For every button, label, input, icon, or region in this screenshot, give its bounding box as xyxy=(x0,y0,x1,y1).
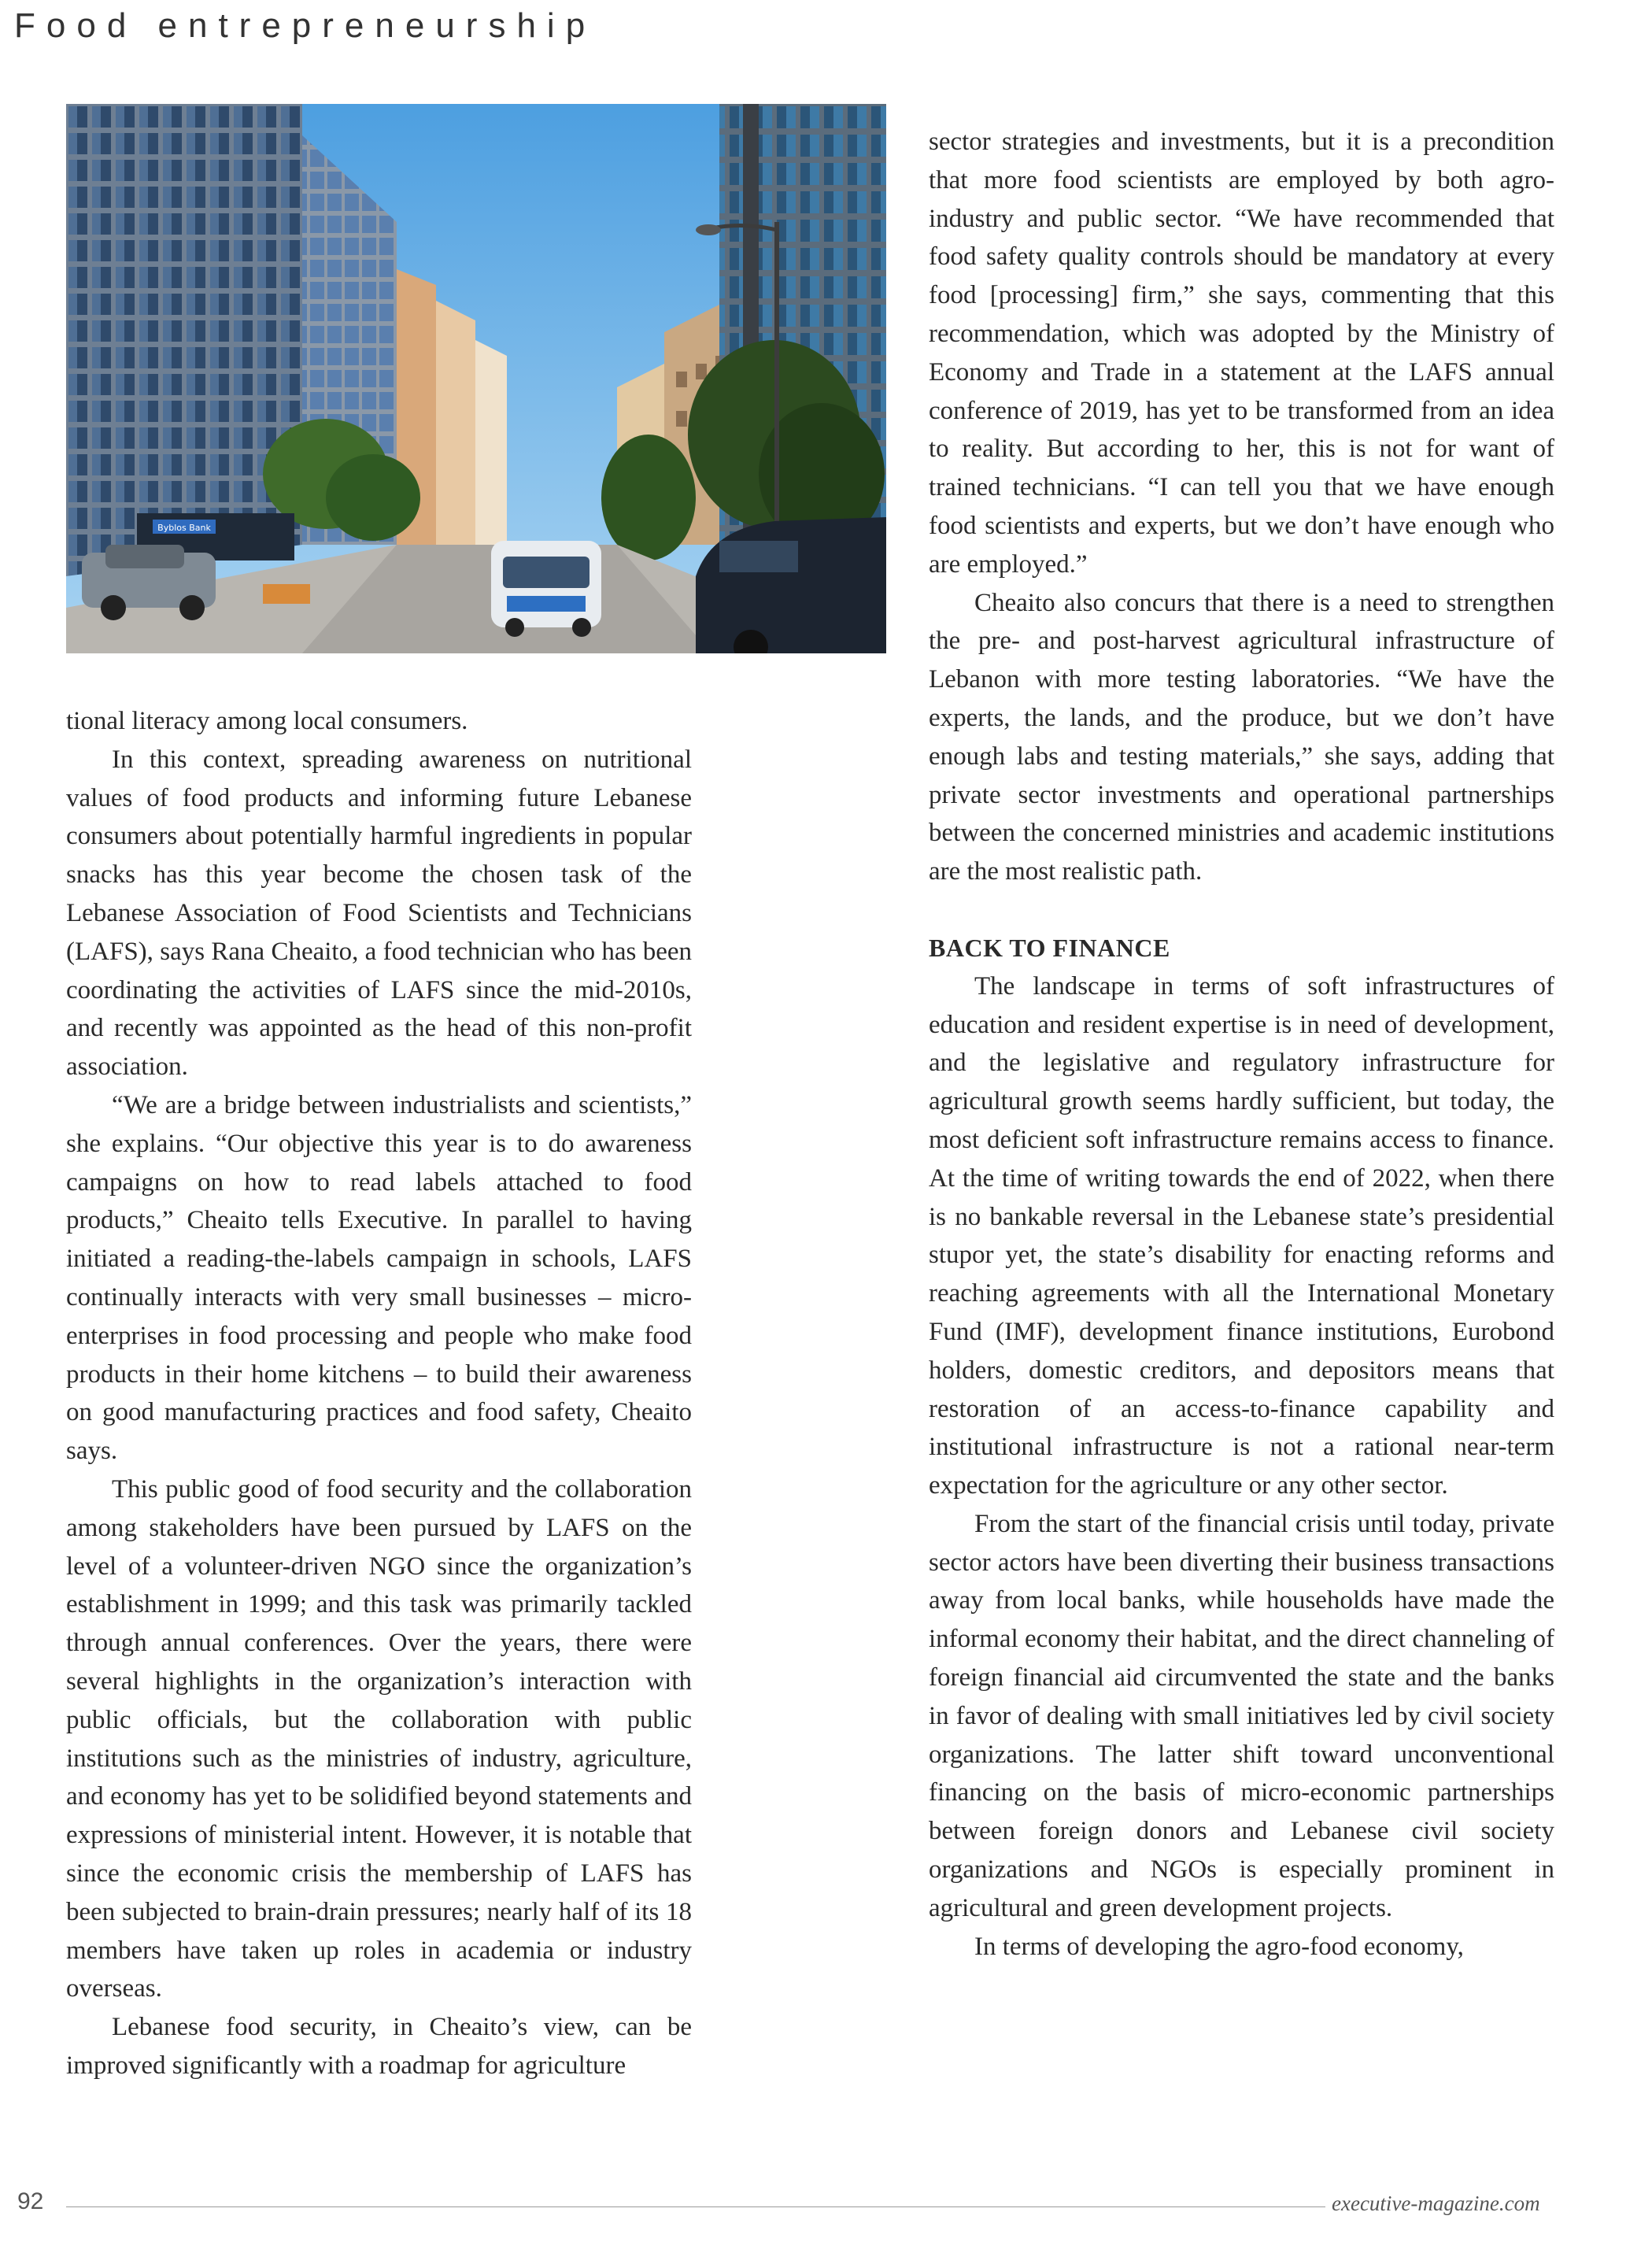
paragraph: From the start of the financial crisis until today, private sector actors have been diverting their business transactions away from local banks, while households have made the informal economy their habitat, and the direct channeling of foreign financial aid circumvented the state and the banks in favor of dealing with small initiatives led by civil society organizations. The latter shift toward unconventional financing on the basis of micro-economic partnerships between foreign donors and Lebanese civil society organizations and NGOs is especially prominent in agricultural and green development projects. xyxy=(929,1509,1554,1922)
right-column xyxy=(929,123,1554,2135)
paragraph: In terms of developing the agro-food economy, xyxy=(974,1932,1464,1961)
left-column xyxy=(66,702,692,2135)
page-number: 92 xyxy=(17,2188,44,2214)
subheading: BACK TO FINANCE xyxy=(929,933,1170,962)
paragraph: Cheaito also concurs that there is a need to strengthen the pre- and post-harvest agricultural infrastructure of Lebanon with more testing laboratories. “We have the experts, the lands, and the produce, but we don’t have enough labs and testing materials,” she says, adding that private sector investments and operational partnerships between the concerned ministries and academic institutions are the most realistic path. xyxy=(929,588,1554,886)
footer-rule xyxy=(66,2206,1325,2207)
section-header: Food entrepreneurship xyxy=(14,6,597,45)
paragraph: Lebanese food security, in Cheaito’s view, can be improved significantly with a roadmap for agriculture xyxy=(66,2013,692,2080)
paragraph: In this context, spreading awareness on nutritional values of food products and informing future Lebanese consumers about potentially harmful ingredients in popular snacks has this year become the chosen task of the Lebanese Association of Food Scientists and Technicians (LAFS), says Rana Cheaito, a food technician who has been coordinating the activities of LAFS since the mid-2010s, and recently was appointed as the head of this non-profit association. xyxy=(66,745,692,1082)
street-photo-graphic xyxy=(66,104,886,653)
paragraph: This public good of food security and the collaboration among stakeholders have been pursued by LAFS on the level of a volunteer-driven NGO since the organization’s establishment in 1999; and this task was primarily tackled through annual conferences. Over the years, there were several highlights in the organization’s interaction with public officials, but the collaboration with public institutions such as the ministries of industry, agriculture, and economy has yet to be solidified beyond statements and expressions of ministerial intent. However, it is notable that since the economic crisis the membership of LAFS has been subjected to brain-drain pressures; nearly half of its 18 members have taken up roles in academia or industry overseas. xyxy=(66,1474,692,2003)
paragraph: tional literacy among local consumers. xyxy=(66,707,468,735)
shop-sign: Byblos Bank xyxy=(157,523,211,533)
paragraph: The landscape in terms of soft infrastructures of education and resident expertise is in need of development, and the legislative and regulatory infrastructure for agricultural growth seems hardly sufficient, but today, the most deficient soft infrastructure remains access to finance. At the time of writing towards the end of 2022, when there is no bankable reversal in the Lebanese state’s presidential stupor yet, the state’s disability for enacting reforms and reaching agreements with all the International Monetary Fund (IMF), development finance institutions, Eurobond holders, domestic creditors, and depositors means that restoration of an access-to-finance capability and institutional infrastructure is not a rational near-term expectation for the agriculture or any other sector. xyxy=(929,971,1554,1500)
paragraph: “We are a bridge between industrialists and scientists,” she explains. “Our objective this year is to do awareness campaigns on how to read labels attached to food products,” Cheaito tells Executive. In parallel to having initiated a reading-the-labels campaign in schools, LAFS continually interacts with very small businesses – micro-enterprises in food processing and people who make food products in their home kitchens – to build their awareness on good manufacturing practices and food safety, Cheaito says. xyxy=(66,1090,692,1466)
street-photo xyxy=(66,104,886,653)
site-url: executive-magazine.com xyxy=(1332,2192,1540,2215)
paragraph: sector strategies and investments, but it is a precondition that more food scientists are employed by both agro-industry and public sector. “We have recommended that food safety quality controls should be mandatory at every food [processing] firm,” she says, commenting that this recommendation, which was adopted by the Ministry of Economy and Trade in a statement at the LAFS annual conference of 2019, has yet to be transformed from an idea to reality. But according to her, this is not for want of trained technicians. “I can tell you that we have enough food scientists and experts, but we don’t have enough who are employed.” xyxy=(929,128,1554,579)
